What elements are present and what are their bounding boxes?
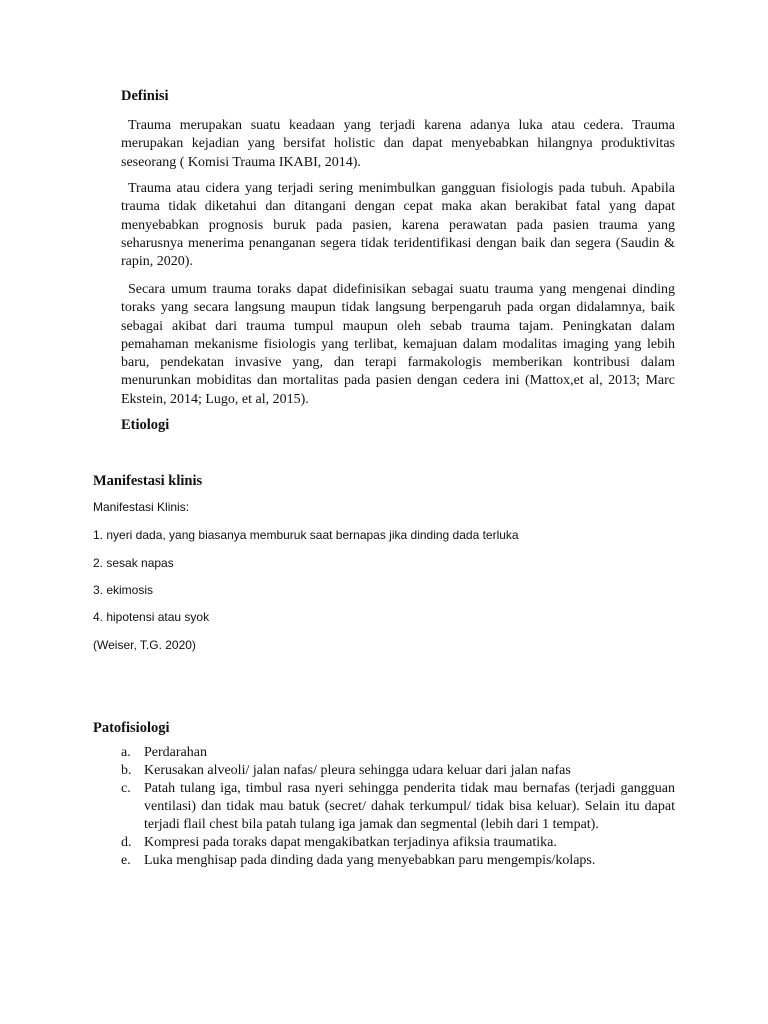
- list-item: [121, 834, 675, 852]
- list-item: [121, 744, 675, 762]
- paragraph-definisi-1: Trauma merupakan suatu keadaan yang terjadi karena adanya luka atau cedera. Trauma merupakan kejadian yang bersifat holistic dan dapat menyebabkan hilangnya produktivitas seseorang ( Komisi Trauma IKABI, 2014).: [121, 118, 675, 170]
- heading-etiologi: Etiologi: [121, 417, 170, 433]
- patofisiologi-list: [121, 744, 675, 870]
- manifestasi-item-3: 3. ekimosis: [93, 583, 154, 597]
- list-marker: b.: [121, 763, 132, 778]
- list-item: [121, 762, 675, 780]
- heading-patofisiologi: Patofisiologi: [93, 720, 170, 736]
- list-marker: e.: [121, 853, 131, 868]
- list-marker: c.: [121, 781, 131, 796]
- manifestasi-item-2: 2. sesak napas: [93, 556, 174, 570]
- list-item-text: Patah tulang iga, timbul rasa nyeri sehingga penderita tidak mau bernafas (terjadi gangguan ventilasi) dan tidak mau batuk (secret/ dahak terkumpul/ tidak bisa keluar). Selain itu dapat terjadi flail chest bila patah tulang iga jamak dan segmental (lebih dari 1 tempat).: [144, 781, 675, 832]
- paragraph-definisi-3: Secara umum trauma toraks dapat didefinisikan sebagai suatu trauma yang mengenai dinding toraks yang secara langsung maupun tidak langsung berpengaruh pada organ didalamnya, baik sebagai akibat dari trauma tumpul maupun oleh sebab trauma tajam. Peningkatan dalam pemahaman mekanisme fisiologis yang terlibat, kemajuan dalam modalitas imaging yang lebih baru, pendekatan invasive yang, dan terapi farmakologis memberikan kontribusi dalam menurunkan mobiditas dan mortalitas pada pasien dengan cedera ini (Mattox,et al, 2013; Marc Ekstein, 2014; Lugo, et al, 2015).: [121, 282, 675, 407]
- list-item-text: Kerusakan alveoli/ jalan nafas/ pleura sehingga udara keluar dari jalan nafas: [144, 763, 571, 778]
- manifestasi-item-4: 4. hipotensi atau syok: [93, 610, 210, 624]
- list-marker: a.: [121, 745, 131, 760]
- list-item: [121, 852, 675, 870]
- list-item-text: Kompresi pada toraks dapat mengakibatkan terjadinya afiksia traumatika.: [144, 835, 557, 850]
- manifestasi-citation: (Weiser, T.G. 2020): [93, 638, 196, 652]
- list-item-text: Perdarahan: [144, 745, 207, 760]
- list-marker: d.: [121, 835, 132, 850]
- list-item-text: Luka menghisap pada dinding dada yang menyebabkan paru mengempis/kolaps.: [144, 853, 596, 868]
- heading-definisi: Definisi: [121, 88, 169, 104]
- manifestasi-subheading: Manifestasi Klinis:: [93, 500, 190, 514]
- manifestasi-item-1: 1. nyeri dada, yang biasanya memburuk saat bernapas jika dinding dada terluka: [93, 528, 519, 542]
- paragraph-definisi-2: Trauma atau cidera yang terjadi sering menimbulkan gangguan fisiologis pada tubuh. Apabila trauma tidak diketahui dan ditangani dengan cepat maka akan berakibat fatal yang dapat menyebabkan prognosis buruk pada pasien, karena perawatan pada pasien trauma yang seharusnya menerima penanganan segera tidak teridentifikasi dengan baik dan segera (Saudin & rapin, 2020).: [121, 181, 675, 270]
- heading-manifestasi: Manifestasi klinis: [93, 473, 203, 489]
- list-item: [121, 780, 675, 834]
